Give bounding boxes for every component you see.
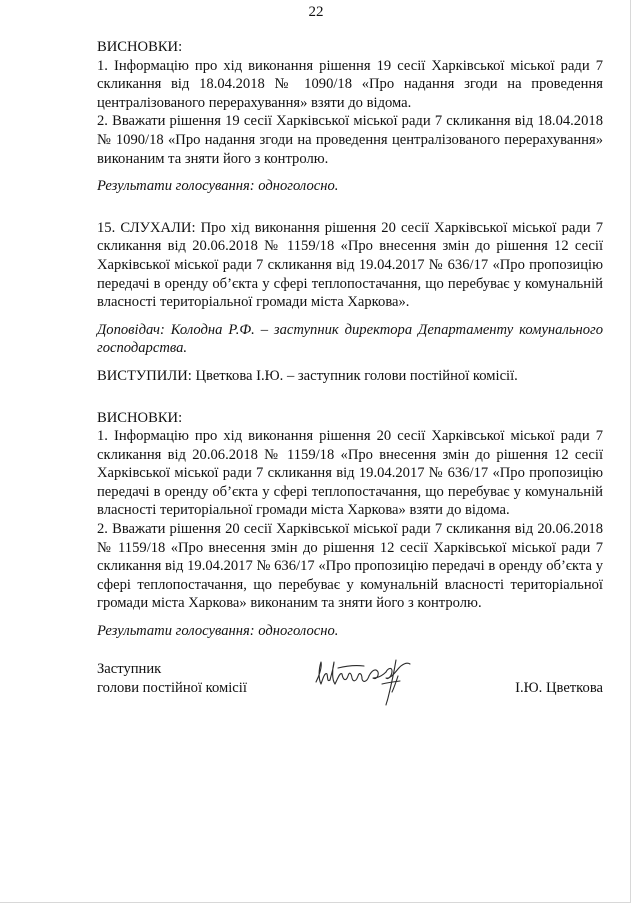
speaker-line: Доповідач: Колодна Р.Ф. – заступник директора Департаменту комунального господарства. [97,321,603,357]
conclusion-1-item-1: 1. Інформацію про хід виконання рішення 19 сесії Харківської міської ради 7 скликання від 18.04.2018 № 1090/18 «Про надання згоди на проведення централізованого перерахування» взяти до відома. [97,57,603,111]
conclusions-heading-2: ВИСНОВКИ: [97,409,183,426]
spoke-line: ВИСТУПИЛИ: Цветкова І.Ю. – заступник голови постійної комісії. [97,367,518,384]
document-body [97,38,603,641]
conclusion-2-item-2: 2. Вважати рішення 20 сесії Харківської міської ради 7 скликання від 20.06.2018 № 1159/18 «Про внесення змін до рішення 12 сесії Харківської міської ради 7 скликання від 19.04.2017 № 636/17 «Про пропозицію передачі в оренду об’єкта у сфері теплопостачання, що перебуває у комунальній власності територіальної громади міста Харкова» виконаним та зняти його з контролю. [97,521,603,612]
conclusions-heading-1: ВИСНОВКИ: [97,39,183,55]
conclusion-1-item-2: 2. Вважати рішення 19 сесії Харківської міської ради 7 скликання від 18.04.2018 № 1090/18 «Про надання згоди на проведення централізованого перерахування» виконаним та зняти його з контролю. [97,113,603,167]
signature-block [97,660,603,720]
signatory-title-line-2: голови постійної комісії [97,679,247,696]
heard-item-15: 15. СЛУХАЛИ: Про хід виконання рішення 20 сесії Харківської міської ради 7 скликання від 20.06.2018 № 1159/18 «Про внесення змін до рішення 12 сесії Харківської міської ради 7 скликання від 19.04.2017 № 636/17 «Про пропозицію передачі в оренду об’єкта у сфері теплопостачання, що перебуває у комунальній власності територіальної громади міста Харкова». [97,219,603,311]
signatory-name: І.Ю. Цветкова [515,680,603,696]
vote-result-1: Результати голосування: одноголосно. [97,178,339,195]
signatory-title [97,660,247,697]
conclusion-2-item-1: 1. Інформацію про хід виконання рішення 20 сесії Харківської міської ради 7 скликання від 20.06.2018 № 1159/18 «Про внесення змін до рішення 12 сесії Харківської міської ради 7 скликання від 19.04.2017 № 636/17 «Про пропозицію передачі в оренду об’єкта у сфері теплопостачання, що перебуває у комунальній власності територіальної громади міста Харкова» взяти до відома. [97,428,603,519]
page-number: 22 [308,4,324,20]
signatory-title-line-1: Заступник [97,661,162,677]
handwritten-signature [312,652,422,708]
vote-result-2: Результати голосування: одноголосно. [97,623,339,640]
